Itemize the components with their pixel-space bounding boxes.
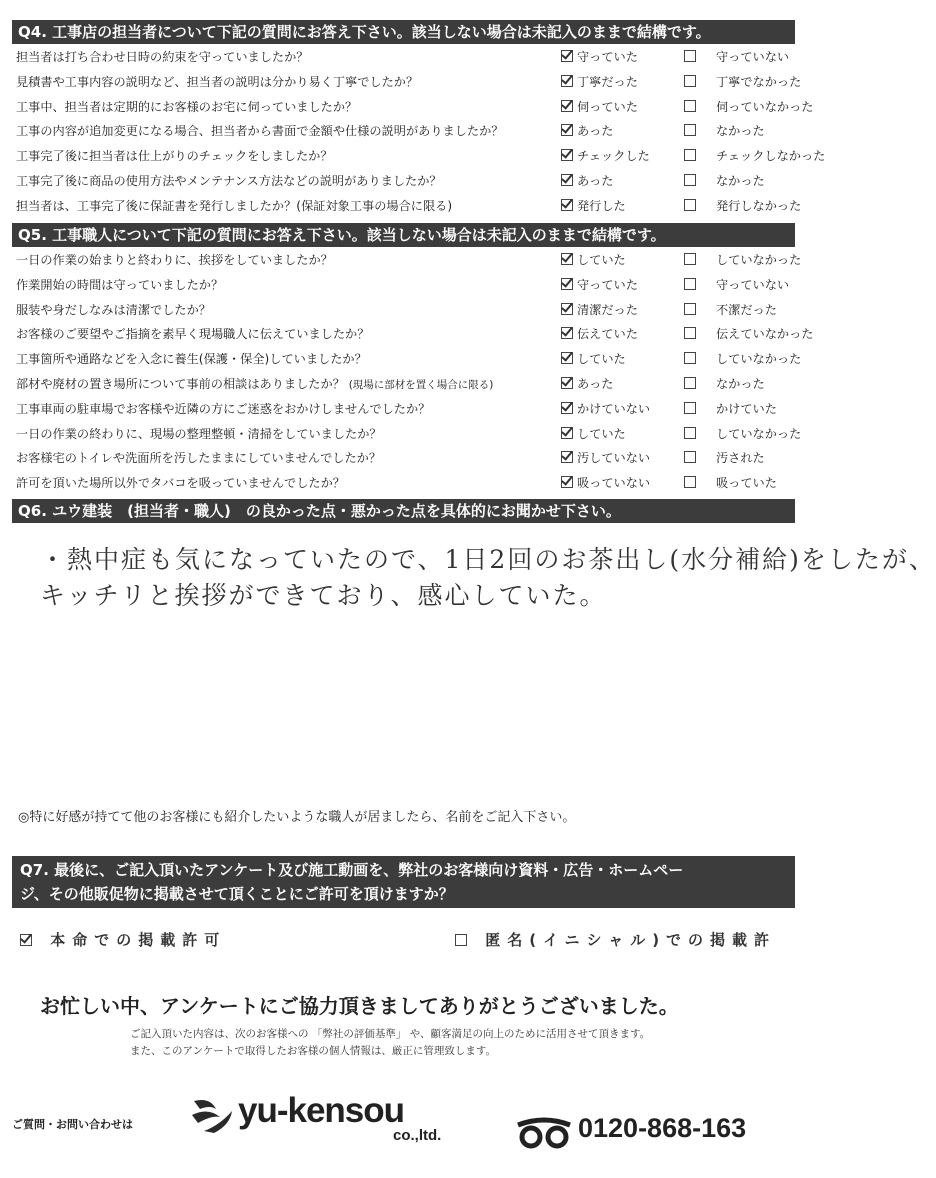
checkbox-empty-icon[interactable] bbox=[684, 451, 696, 463]
checkbox-empty-icon[interactable] bbox=[684, 377, 696, 389]
answer-negative-label: 守っていない bbox=[716, 50, 790, 64]
checkbox-empty-icon[interactable] bbox=[684, 253, 696, 265]
answer-negative[interactable] bbox=[684, 144, 825, 169]
company-logo-icon bbox=[190, 1095, 236, 1135]
checkbox-checked-icon[interactable] bbox=[561, 278, 573, 290]
answer-positive[interactable] bbox=[561, 397, 650, 422]
answer-positive-label: 清潔だった bbox=[577, 302, 638, 317]
checkbox-empty-icon[interactable] bbox=[684, 124, 696, 136]
question-text bbox=[16, 169, 442, 194]
checkbox-empty-icon[interactable] bbox=[455, 934, 467, 946]
answer-positive[interactable] bbox=[561, 119, 613, 144]
handwritten-comment-line-2: キッチリと挨拶ができており、感心していた。 bbox=[40, 581, 607, 610]
survey-row bbox=[16, 446, 822, 471]
question-label: 工事完了後に担当者は仕上がりのチェックをしましたか？ bbox=[16, 149, 333, 164]
checkbox-empty-icon[interactable] bbox=[684, 278, 696, 290]
answer-negative-label: 守っていない bbox=[716, 277, 790, 292]
answer-negative[interactable] bbox=[684, 422, 801, 447]
question-label: 担当者は、工事完了後に保証書を発行しましたか？(保証対象工事の場合に限る) bbox=[16, 198, 453, 213]
checkbox-empty-icon[interactable] bbox=[684, 327, 696, 339]
survey-row bbox=[16, 119, 822, 144]
answer-negative-label: していなかった bbox=[716, 352, 802, 367]
survey-row bbox=[16, 194, 822, 219]
question-label: お客様のご要望やご指摘を素早く現場職人に伝えていましたか？ bbox=[16, 327, 370, 342]
answer-positive-label: していた bbox=[577, 253, 626, 267]
survey-row bbox=[16, 248, 822, 273]
company-logo-text: yu-kensou bbox=[238, 1091, 405, 1130]
permission-option-real-name[interactable] bbox=[20, 929, 226, 950]
question-text bbox=[16, 273, 223, 298]
survey-row bbox=[16, 45, 822, 70]
survey-row bbox=[16, 273, 822, 298]
answer-positive-label: 伝えていた bbox=[577, 327, 638, 342]
checkbox-empty-icon[interactable] bbox=[684, 50, 696, 62]
answer-positive-label: 丁寧だった bbox=[577, 74, 638, 89]
survey-row bbox=[16, 471, 822, 496]
answer-negative[interactable] bbox=[684, 471, 777, 496]
checkbox-empty-icon[interactable] bbox=[684, 476, 696, 488]
answer-negative-label: なかった bbox=[716, 376, 765, 391]
checkbox-checked-icon[interactable] bbox=[561, 352, 573, 364]
answer-positive[interactable] bbox=[561, 194, 626, 219]
checkbox-checked-icon[interactable] bbox=[561, 377, 573, 389]
answer-negative-label: 汚された bbox=[716, 451, 765, 466]
question-text bbox=[16, 347, 367, 372]
question-text bbox=[16, 397, 430, 422]
free-dial-icon bbox=[514, 1117, 574, 1149]
question-text bbox=[16, 119, 504, 144]
checkbox-empty-icon[interactable] bbox=[684, 427, 696, 439]
q5-question-list bbox=[16, 248, 822, 496]
answer-positive[interactable] bbox=[561, 45, 638, 70]
answer-positive[interactable] bbox=[561, 422, 626, 447]
answer-positive-label: 守っていた bbox=[577, 50, 638, 64]
q7-header bbox=[12, 856, 795, 908]
checkbox-empty-icon[interactable] bbox=[684, 100, 696, 112]
answer-positive-label: していた bbox=[577, 352, 626, 367]
answer-negative[interactable] bbox=[684, 70, 801, 95]
checkbox-empty-icon[interactable] bbox=[684, 352, 696, 364]
checkbox-checked-icon[interactable] bbox=[561, 75, 573, 87]
answer-positive[interactable] bbox=[561, 70, 638, 95]
checkbox-checked-icon[interactable] bbox=[561, 50, 573, 62]
checkbox-checked-icon[interactable] bbox=[561, 124, 573, 136]
checkbox-checked-icon[interactable] bbox=[561, 253, 573, 265]
survey-row bbox=[16, 169, 822, 194]
checkbox-empty-icon[interactable] bbox=[684, 174, 696, 186]
answer-positive[interactable] bbox=[561, 144, 650, 169]
answer-positive[interactable] bbox=[561, 372, 613, 397]
handwritten-comment-line-1: ・熱中症も気になっていたので、1日2回のお茶出し(水分補給)をしたが、 bbox=[40, 545, 936, 574]
survey-row bbox=[16, 322, 822, 347]
answer-negative[interactable] bbox=[684, 298, 777, 323]
answer-negative-label: かけていた bbox=[716, 401, 777, 416]
craftsman-name-note: ◎特に好感が持てて他のお客様にも紹介したいような職人が居ましたら、名前をご記入下さい。 bbox=[18, 810, 576, 825]
survey-row bbox=[16, 372, 822, 397]
permission-option-anonymous-label: 匿名(イニシャル)での掲載許 bbox=[485, 931, 777, 949]
answer-positive-label: 吸っていない bbox=[577, 476, 651, 491]
answer-positive-label: あった bbox=[577, 376, 614, 391]
checkbox-empty-icon[interactable] bbox=[684, 402, 696, 414]
survey-row bbox=[16, 298, 822, 323]
answer-negative-label: なかった bbox=[716, 124, 765, 139]
answer-positive-label: あった bbox=[577, 124, 614, 139]
q4-header: Q4. 工事店の担当者について下記の質問にお答え下さい。該当しない場合は未記入のままで結構です。 bbox=[12, 20, 795, 44]
thanks-message: お忙しい中、アンケートにご協力頂きましてありがとうございました。 bbox=[40, 994, 679, 1018]
answer-negative[interactable] bbox=[684, 347, 801, 372]
phone-number[interactable]: 0120-868-163 bbox=[578, 1113, 747, 1143]
question-text bbox=[16, 298, 211, 323]
question-text bbox=[16, 422, 382, 447]
answer-positive-label: していた bbox=[577, 426, 626, 441]
checkbox-checked-icon[interactable] bbox=[561, 303, 573, 315]
question-note: (現場に部材を置く場合に限る) bbox=[348, 378, 494, 391]
usage-note: ご記入頂いた内容は、次のお客様への 「弊社の評価基準」 や、顧客満足の向上のために活用させて頂きます。 bbox=[130, 1028, 651, 1040]
survey-row bbox=[16, 397, 822, 422]
checkbox-empty-icon[interactable] bbox=[684, 303, 696, 315]
question-label: 一日の作業の始まりと終わりに、挨拶をしていましたか？ bbox=[16, 253, 333, 267]
question-text bbox=[16, 446, 381, 471]
q7-header-line-1: Q7. 最後に、ご記入頂いたアンケート及び施工動画を、弊社のお客様向け資料・広告・ホームペー bbox=[20, 861, 684, 879]
survey-row bbox=[16, 95, 822, 120]
answer-positive[interactable] bbox=[561, 248, 626, 273]
checkbox-checked-icon[interactable] bbox=[561, 402, 573, 414]
question-text bbox=[16, 372, 493, 398]
q5-header: Q5. 工事職人について下記の質問にお答え下さい。該当しない場合は未記入のままで結構です。 bbox=[12, 223, 795, 247]
question-label: お客様宅のトイレや洗面所を汚したままにしていませんでしたか？ bbox=[16, 451, 382, 466]
answer-negative[interactable] bbox=[684, 273, 789, 298]
question-label: 担当者は打ち合わせ日時の約束を守っていましたか？ bbox=[16, 50, 309, 64]
answer-positive[interactable] bbox=[561, 298, 638, 323]
checkbox-empty-icon[interactable] bbox=[684, 199, 696, 211]
answer-negative[interactable] bbox=[684, 248, 801, 273]
checkbox-empty-icon[interactable] bbox=[684, 75, 696, 87]
answer-negative-label: 吸っていた bbox=[716, 476, 777, 491]
answer-positive-label: チェックした bbox=[577, 149, 650, 164]
question-label: 工事箇所や通路などを入念に養生(保護・保全)していましたか？ bbox=[16, 352, 367, 367]
question-label: 服装や身だしなみは清潔でしたか？ bbox=[16, 302, 211, 317]
q7-header-line-2: ジ、その他販促物に掲載させて頂くことにご許可を頂けますか？ bbox=[20, 885, 454, 903]
checkbox-checked-icon[interactable] bbox=[561, 451, 573, 463]
answer-positive-label: 守っていた bbox=[577, 277, 638, 292]
question-label: 許可を頂いた場所以外でタバコを吸っていませんでしたか？ bbox=[16, 476, 345, 491]
answer-positive-label: 伺っていた bbox=[577, 99, 638, 114]
survey-row bbox=[16, 70, 822, 95]
checkbox-checked-icon[interactable] bbox=[20, 934, 32, 946]
survey-row bbox=[16, 144, 826, 169]
checkbox-checked-icon[interactable] bbox=[561, 199, 573, 211]
answer-negative-label: なかった bbox=[716, 173, 765, 188]
question-label: 工事の内容が追加変更になる場合、担当者から書面で金額や仕様の説明がありましたか？ bbox=[16, 124, 504, 139]
checkbox-checked-icon[interactable] bbox=[561, 476, 573, 488]
question-text bbox=[16, 45, 309, 70]
answer-negative-label: していなかった bbox=[716, 253, 802, 267]
checkbox-checked-icon[interactable] bbox=[561, 100, 573, 112]
survey-row bbox=[16, 422, 822, 447]
question-text bbox=[16, 95, 357, 120]
question-label: 作業開始の時間は守っていましたか？ bbox=[16, 277, 224, 292]
question-text bbox=[16, 471, 345, 496]
answer-negative[interactable] bbox=[684, 194, 801, 219]
permission-option-anonymous[interactable] bbox=[455, 929, 776, 950]
question-label: 工事中、担当者は定期的にお客様のお宅に伺っていましたか？ bbox=[16, 99, 358, 114]
checkbox-empty-icon[interactable] bbox=[684, 149, 696, 161]
question-label: 見積書や工事内容の説明など、担当者の説明は分かり易く丁寧でしたか？ bbox=[16, 74, 419, 89]
question-text bbox=[16, 248, 333, 273]
answer-negative[interactable] bbox=[684, 95, 814, 120]
answer-negative[interactable] bbox=[684, 169, 765, 194]
checkbox-checked-icon[interactable] bbox=[561, 149, 573, 161]
company-logo-subtext: co.,ltd. bbox=[393, 1127, 442, 1144]
answer-negative-label: 丁寧でなかった bbox=[716, 74, 802, 89]
answer-positive[interactable] bbox=[561, 169, 613, 194]
question-text bbox=[16, 194, 452, 219]
answer-positive[interactable] bbox=[561, 273, 638, 298]
answer-negative[interactable] bbox=[684, 45, 789, 70]
answer-negative-label: 伝えていなかった bbox=[716, 327, 814, 342]
checkbox-checked-icon[interactable] bbox=[561, 327, 573, 339]
question-label: 工事車両の駐車場でお客様や近隣の方にご迷惑をおかけしませんでしたか？ bbox=[16, 401, 431, 416]
answer-positive[interactable] bbox=[561, 95, 638, 120]
question-label: 一日の作業の終わりに、現場の整理整頓・清掃をしていましたか？ bbox=[16, 426, 382, 441]
answer-negative[interactable] bbox=[684, 446, 765, 471]
checkbox-checked-icon[interactable] bbox=[561, 174, 573, 186]
survey-row bbox=[16, 347, 822, 372]
contact-label: ご質問・お問い合わせは bbox=[12, 1118, 133, 1131]
answer-negative-label: 発行しなかった bbox=[716, 198, 802, 213]
question-text bbox=[16, 322, 369, 347]
answer-negative-label: チェックしなかった bbox=[716, 149, 826, 164]
answer-positive[interactable] bbox=[561, 347, 626, 372]
question-label: 部材や廃材の置き場所について事前の相談はありましたか？ bbox=[16, 376, 345, 391]
question-label: 工事完了後に商品の使用方法やメンテナンス方法などの説明がありましたか？ bbox=[16, 173, 442, 188]
answer-positive-label: かけていない bbox=[577, 401, 651, 416]
answer-positive-label: 発行した bbox=[577, 198, 626, 213]
question-text bbox=[16, 144, 333, 169]
answer-negative[interactable] bbox=[684, 322, 814, 347]
privacy-note: また、このアンケートで取得したお客様の個人情報は、厳正に管理致します。 bbox=[130, 1045, 497, 1057]
question-text bbox=[16, 70, 418, 95]
answer-negative-label: 伺っていなかった bbox=[716, 99, 814, 114]
answer-positive[interactable] bbox=[561, 446, 650, 471]
permission-option-real-name-label: 本命での掲載許可 bbox=[50, 931, 227, 949]
q4-question-list bbox=[16, 45, 826, 219]
answer-negative[interactable] bbox=[684, 119, 765, 144]
answer-negative[interactable] bbox=[684, 372, 765, 397]
answer-positive[interactable] bbox=[561, 471, 650, 496]
answer-positive-label: あった bbox=[577, 173, 614, 188]
answer-positive[interactable] bbox=[561, 322, 638, 347]
answer-negative[interactable] bbox=[684, 397, 777, 422]
q6-header: Q6. ユウ建装 (担当者・職人) の良かった点・悪かった点を具体的にお聞かせ下さい。 bbox=[12, 499, 795, 523]
answer-negative-label: 不潔だった bbox=[716, 302, 777, 317]
checkbox-checked-icon[interactable] bbox=[561, 427, 573, 439]
answer-negative-label: していなかった bbox=[716, 426, 802, 441]
answer-positive-label: 汚していない bbox=[577, 451, 651, 466]
